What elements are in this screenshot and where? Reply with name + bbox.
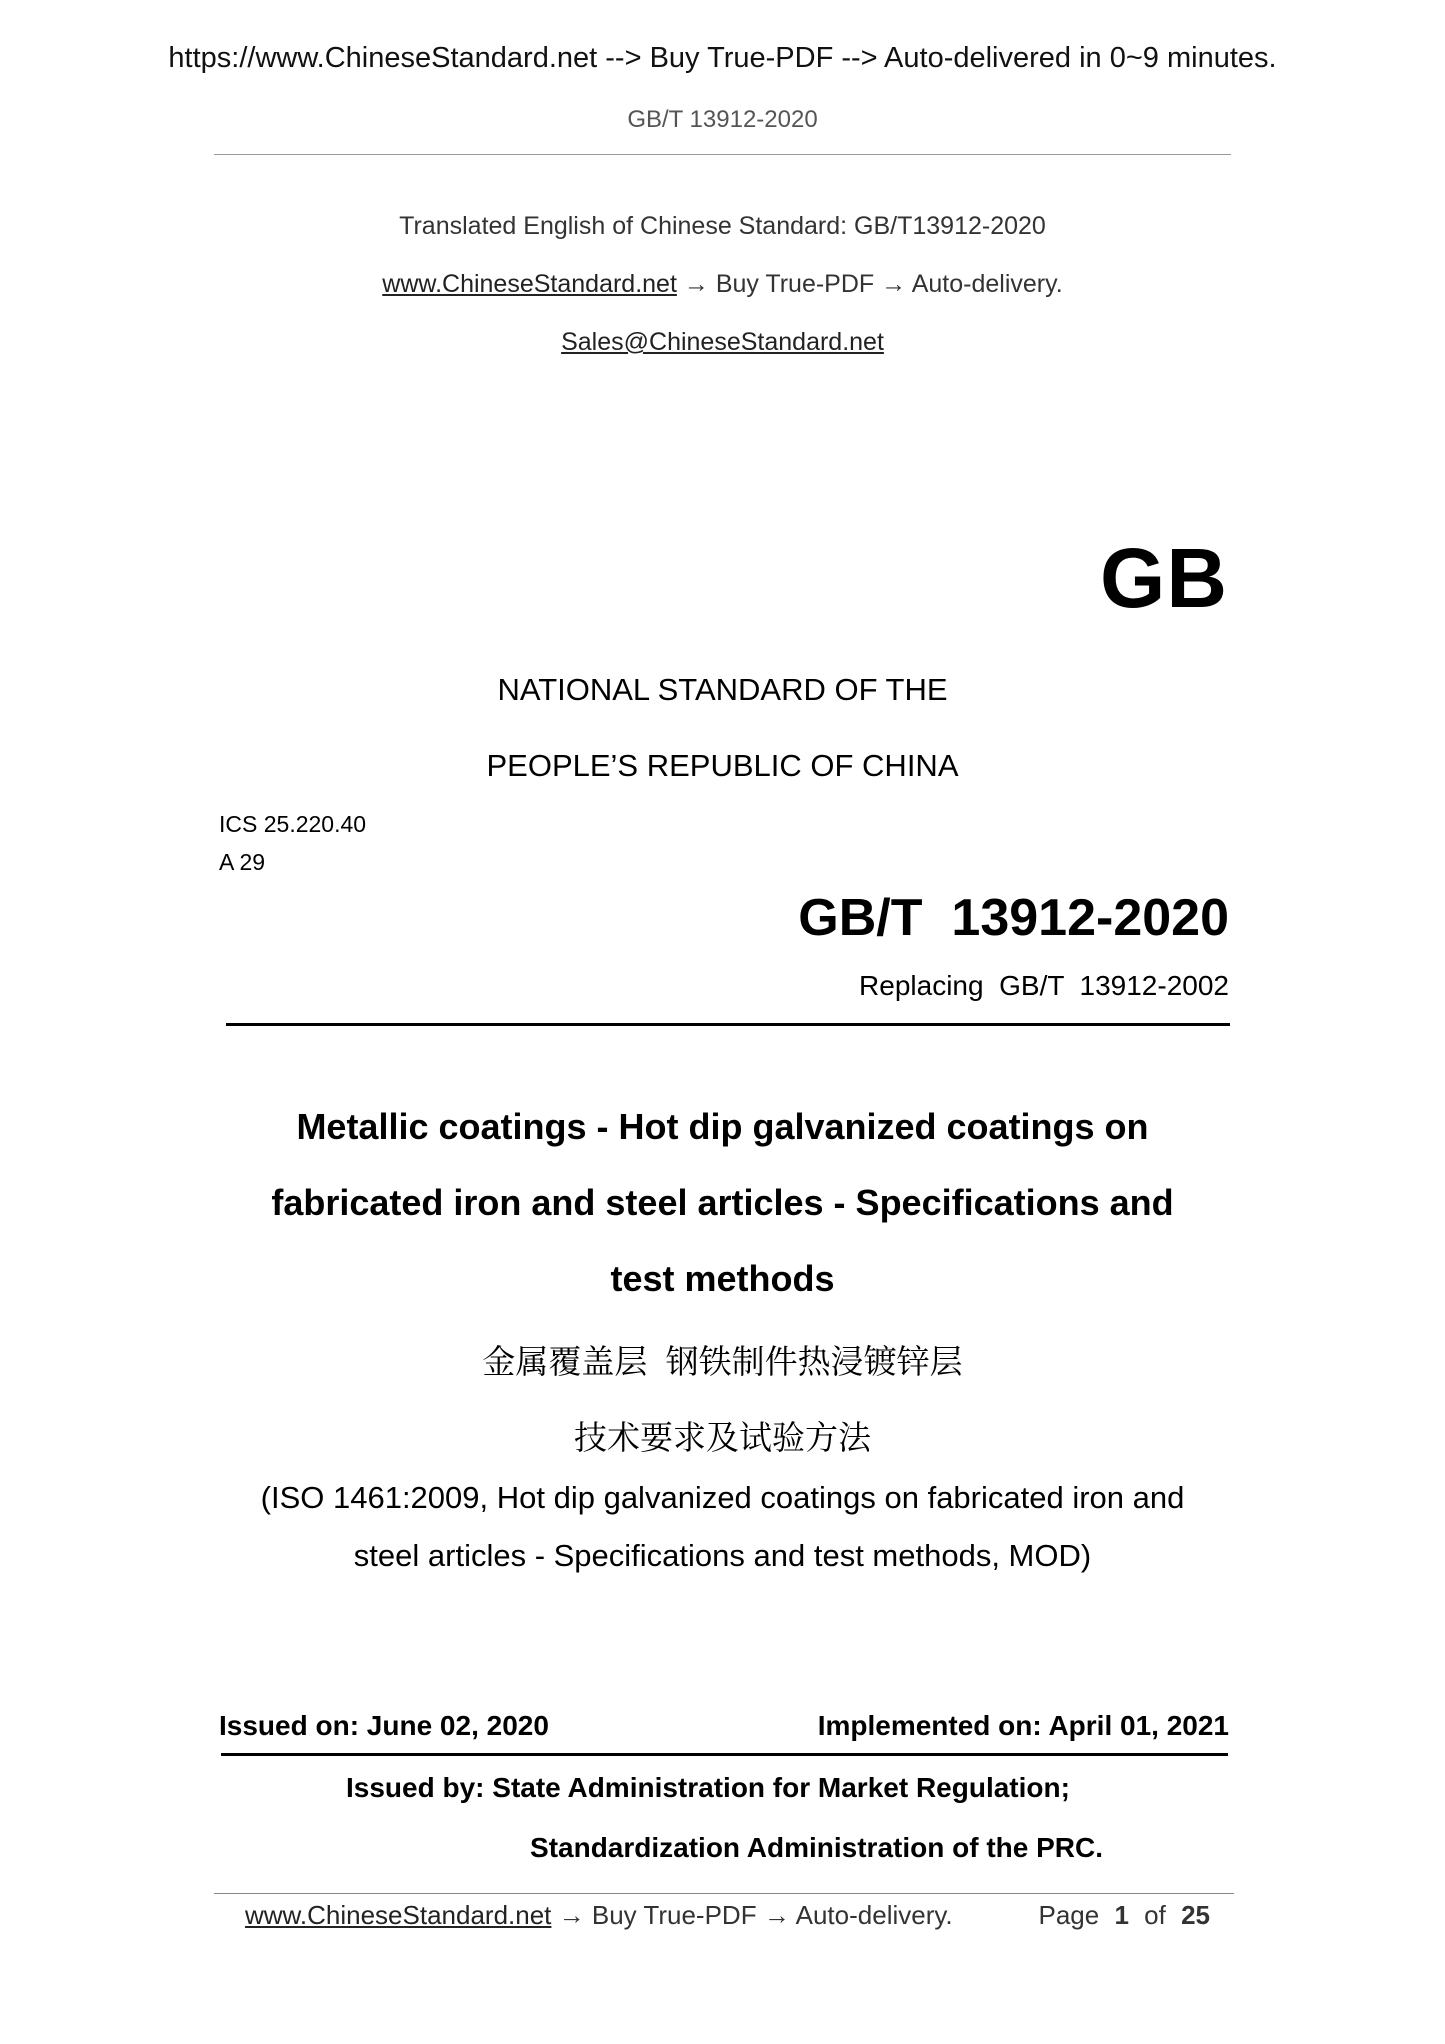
footer-site-link[interactable]: www.ChineseStandard.net xyxy=(245,1900,552,1930)
issued-by-line2: Standardization Administration of the PRC. xyxy=(530,1832,1103,1863)
footer-promo xyxy=(245,1900,953,1931)
sales-email-link[interactable]: Sales@ChineseStandard.net xyxy=(561,328,884,356)
issued-on: Issued on: June 02, 2020 xyxy=(219,1710,549,1741)
promo-line xyxy=(0,270,1445,299)
total-pages: 25 xyxy=(1181,1900,1210,1930)
page-number: 1 xyxy=(1114,1900,1129,1930)
footer-divider xyxy=(214,1893,1234,1894)
footer-buy-text: Buy True-PDF xyxy=(591,1900,757,1930)
standard-number: GB/T 13912-2020 xyxy=(798,889,1229,947)
page-indicator xyxy=(1038,1900,1210,1931)
implemented-on: Implemented on: April 01, 2021 xyxy=(817,1710,1229,1741)
issue-divider xyxy=(221,1753,1228,1756)
page-label: Page xyxy=(1038,1900,1100,1930)
title-cn-line2: 技术要求及试验方法 xyxy=(574,1419,871,1456)
arrow-icon: → xyxy=(881,270,907,298)
replacing-note: Replacing GB/T 13912-2002 xyxy=(859,970,1229,1001)
title-divider xyxy=(226,1023,1230,1026)
title-en-line1: Metallic coatings - Hot dip galvanized coatings on xyxy=(296,1106,1149,1147)
translation-note: Translated English of Chinese Standard: GB/T13912-2020 xyxy=(399,212,1046,240)
site-link[interactable]: www.ChineseStandard.net xyxy=(382,270,677,298)
footer-delivery-text: Auto-delivery. xyxy=(795,1900,953,1930)
buy-text: Buy True-PDF xyxy=(715,270,875,298)
iso-equivalent-line1: (ISO 1461:2009, Hot dip galvanized coatings on fabricated iron and xyxy=(260,1480,1185,1515)
arrow-icon: → xyxy=(558,1900,585,1930)
arrow-icon: → xyxy=(763,1900,790,1930)
delivery-text: Auto-delivery. xyxy=(911,270,1063,298)
ccs-code: A 29 xyxy=(219,849,266,875)
ics-code: ICS 25.220.40 xyxy=(219,811,367,837)
gb-logo: GB xyxy=(1100,531,1228,625)
national-standard-line1: NATIONAL STANDARD OF THE xyxy=(497,672,948,707)
title-en-line3: test methods xyxy=(610,1258,835,1299)
title-en-line2: fabricated iron and steel articles - Specifications and xyxy=(271,1182,1174,1223)
of-label: of xyxy=(1144,1900,1166,1930)
issued-by-line1: Issued by: State Administration for Market Regulation; xyxy=(346,1772,1070,1803)
iso-equivalent-line2: steel articles - Specifications and test methods, MOD) xyxy=(353,1538,1092,1573)
national-standard-line2: PEOPLE’S REPUBLIC OF CHINA xyxy=(486,748,959,783)
title-cn-line1: 金属覆盖层 钢铁制件热浸镀锌层 xyxy=(482,1343,963,1380)
top-banner: https://www.ChineseStandard.net --> Buy True-PDF --> Auto-delivered in 0~9 minutes. xyxy=(168,42,1277,74)
running-header: GB/T 13912-2020 xyxy=(627,106,818,133)
header-divider xyxy=(214,154,1231,155)
arrow-icon: → xyxy=(683,270,709,298)
